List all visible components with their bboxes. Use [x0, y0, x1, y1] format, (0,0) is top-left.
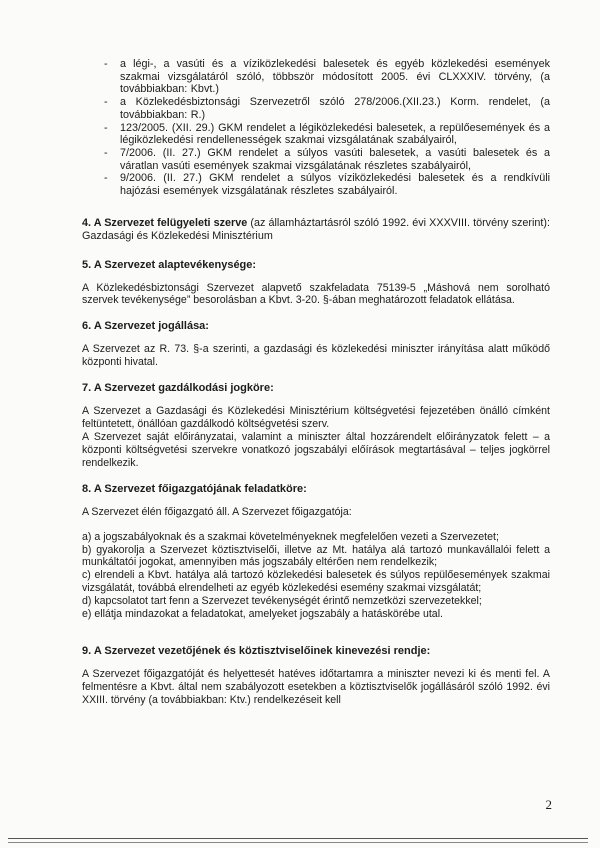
- section-8-intro: A Szervezet élén főigazgató áll. A Szervezet főigazgatója:: [82, 505, 352, 518]
- page-number: 2: [545, 797, 552, 812]
- list-item: c) elrendeli a Kbvt. hatálya alá tartozó közlekedési balesetek és súlyos repülőesemények szakmai vizsgálatát, továbbá elrendelheti az egyéb közlekedési esemény szakmai vizsgálatát;: [82, 569, 550, 595]
- section-4-heading: 4. A Szervezet felügyeleti szerve: [82, 216, 248, 229]
- section-7-body-1: A Szervezet a Gazdasági és Közlekedési Minisztérium költségvetési fejezetében önálló címként feltüntetett, önállóan gazdálkodó költségvetési szerv.: [82, 405, 550, 431]
- list-item: - 7/2006. (II. 27.) GKM rendelet a súlyos vasúti balesetek, a vasúti balesetek és a váratlan vasúti események szakmai vizsgálatának részletes szabályairól,: [104, 146, 550, 172]
- section-7-heading: 7. A Szervezet gazdálkodási jogköre:: [82, 382, 274, 395]
- footer-divider: [8, 842, 588, 843]
- list-item: a) a jogszabályoknak és a szakmai követelményeknek megfelelően vezeti a Szervezetet;: [82, 530, 499, 543]
- footer-divider: [8, 838, 588, 839]
- section-7-body-2: A Szervezet saját előirányzatai, valamint a miniszter által hozzárendelt előirányzatok felett – a központi költségvetési szervekre vonatkozó jogszabályi előírások megtartásával – teljes jogkörrel rendelkezik.: [82, 430, 550, 469]
- legal-basis-list: [82, 58, 550, 198]
- duties-list: [82, 531, 550, 621]
- list-item: - 123/2005. (XII. 29.) GKM rendelet a légiközlekedési balesetek, a repülőesemények és a légiközlekedési rendellenességek szakmai vizsgálatának szabályairól,: [104, 121, 550, 147]
- section-6-heading: 6. A Szervezet jogállása:: [82, 320, 209, 333]
- section-4: [82, 217, 550, 243]
- list-item: e) ellátja mindazokat a feladatokat, amelyeket jogszabály a hatáskörébe utal.: [82, 608, 443, 621]
- list-item: b) gyakorolja a Szervezet köztisztviselői, illetve az Mt. hatálya alá tartozó munkavállalói felett a munkáltatói jogokat, amennyiben más jogszabály eltérően nem rendelkezik;: [82, 543, 550, 569]
- section-6-body: A Szervezet az R. 73. §-a szerinti, a gazdasági és közlekedési miniszter irányítása alatt működő központi hivatal.: [82, 343, 550, 369]
- section-9-body: A Szervezet főigazgatóját és helyettesét hatéves időtartamra a miniszter nevezi ki és menti fel. A felmentésre a Kbvt. által nem szabályozott esetekben a köztisztviselők jogállásáról szóló 1992. évi XXIII. törvény (a továbbiakban: Ktv.) rendelkezéseit kell: [82, 667, 550, 706]
- section-4-text: (az államháztartásról szóló 1992. évi XXXVIII. törvény szerint): Gazdasági és Közlekedési Minisztérium: [82, 216, 550, 242]
- section-8-heading: 8. A Szervezet főigazgatójának feladatköre:: [82, 482, 307, 495]
- section-5-heading: 5. A Szervezet alaptevékenysége:: [82, 258, 257, 271]
- section-9-heading: 9. A Szervezet vezetőjének és köztisztviselőinek kinevezési rendje:: [82, 644, 431, 657]
- list-item: d) kapcsolatot tart fenn a Szervezet tevékenységét érintő nemzetközi szervezetekkel;: [82, 595, 482, 608]
- section-5-body: A Közlekedésbiztonsági Szervezet alapvető szakfeladata 75139-5 „Máshová nem sorolható szervek tevékenysége” besorolásban a Kbvt. 3-20. §-ában meghatározott feladatok ellátása.: [82, 281, 550, 307]
- list-item: - 9/2006. (II. 27.) GKM rendelet a súlyos víziközlekedési balesetek és a rendkívüli hajózási események vizsgálatának részletes szabályairól.: [104, 172, 550, 198]
- list-item: - a légi-, a vasúti és a víziközlekedési balesetek és egyéb közlekedési események szakmai vizsgálatáról szóló, többször módosított 2005. évi CLXXXIV. törvény, (a továbbiakban: Kbvt.): [104, 58, 550, 96]
- list-item: - a Közlekedésbiztonsági Szervezetről szóló 278/2006.(XII.23.) Korm. rendelet, (a továbbiakban: R.): [104, 96, 550, 121]
